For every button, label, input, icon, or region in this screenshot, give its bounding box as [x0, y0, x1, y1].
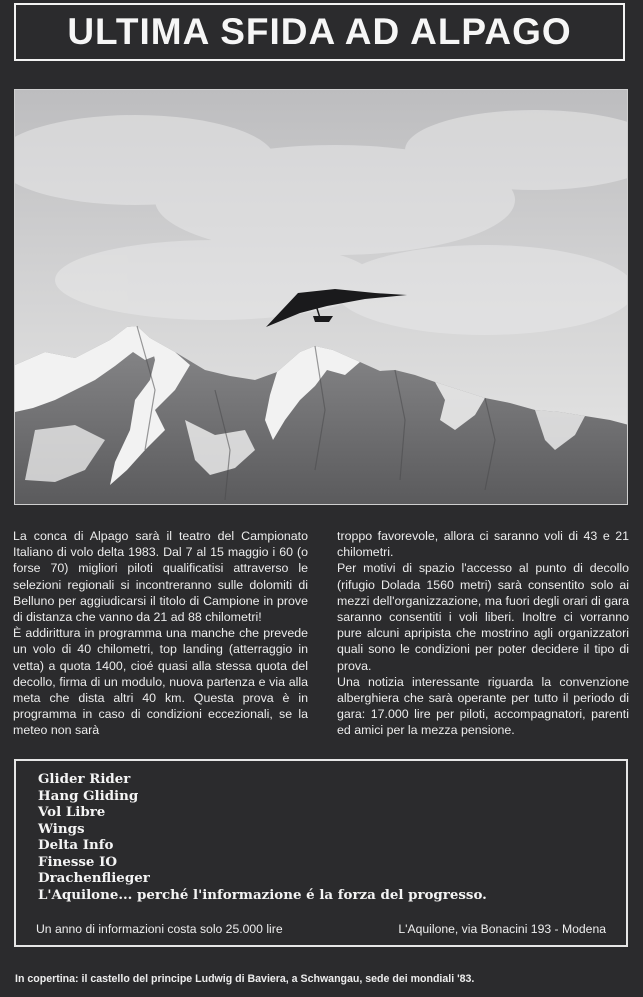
magazine-item: Vol Libre — [38, 804, 106, 820]
article-right-column — [337, 528, 629, 739]
article-left-column — [13, 528, 308, 739]
article-paragraph: Una notizia interessante riguarda la convenzione alberghiera che sarà operante per tutto il periodo di gara: 17.000 lire per piloti, accompagnatori, parenti ed amici per la mezza pensione. — [337, 674, 629, 738]
magazine-item: Hang Gliding — [38, 787, 139, 804]
magazine-item: Glider Rider — [38, 771, 131, 787]
title-box — [14, 3, 625, 61]
article-paragraph: troppo favorevole, allora ci saranno voli di 43 e 21 chilometri. — [337, 529, 629, 560]
article-paragraph: È addirittura in programma una manche che prevede un volo di 40 chilometri, top landing (atterraggio in vetta) a quota 1400, cioé quasi alla stessa quota del decollo, firma di un modulo, nuova partenza e via alla meta che dista altri 40 km. Questa prova è in programma in caso di condizioni eccezionali, se la meteo non sarà — [13, 626, 308, 738]
article-paragraph: Per motivi di spazio l'accesso al punto di decollo (rifugio Dolada 1560 metri) sarà consentito solo ai mezzi dell'organizzazione, ma fuori degli orari di gara saranno consentiti i voli liberi. Inoltre ci vorranno pure alcuni apripista che mostrino agli organizzatori quali sono le condizioni per poter decidere il tipo di prova. — [337, 561, 629, 673]
photo-hang-glider — [14, 89, 628, 505]
photo-illustration — [15, 90, 628, 505]
page-title: ULTIMA SFIDA AD ALPAGO — [67, 11, 572, 52]
article-paragraph: La conca di Alpago sarà il teatro del Campionato Italiano di volo delta 1983. Dal 7 al 15 maggio i 60 (o forse 70) migliori piloti qualificatisi attraverso le selezioni regionali si incontreranno sulle dolomiti di Belluno per aggiudicarsi il titolo di Campione in prove di distanza che vanno da 21 ad 88 chilometri! — [13, 529, 308, 625]
publisher-address: L'Aquilone, via Bonacini 193 - Modena — [398, 922, 606, 936]
magazine-item: Wings — [38, 820, 85, 837]
slogan: L'Aquilone... perché l'informazione é la forza del progresso. — [38, 886, 487, 903]
magazine-item: Drachenflieger — [38, 870, 150, 886]
magazine-item: Finesse IO — [38, 853, 118, 870]
subscription-price: Un anno di informazioni costa solo 25.000 lire — [36, 922, 283, 936]
cover-caption: In copertina: il castello del principe Ludwig di Baviera, a Schwangau, sede dei mondiali '83. — [15, 973, 475, 985]
subscription-box — [14, 759, 628, 947]
magazine-list — [38, 771, 487, 903]
magazine-item: Delta Info — [38, 837, 114, 853]
